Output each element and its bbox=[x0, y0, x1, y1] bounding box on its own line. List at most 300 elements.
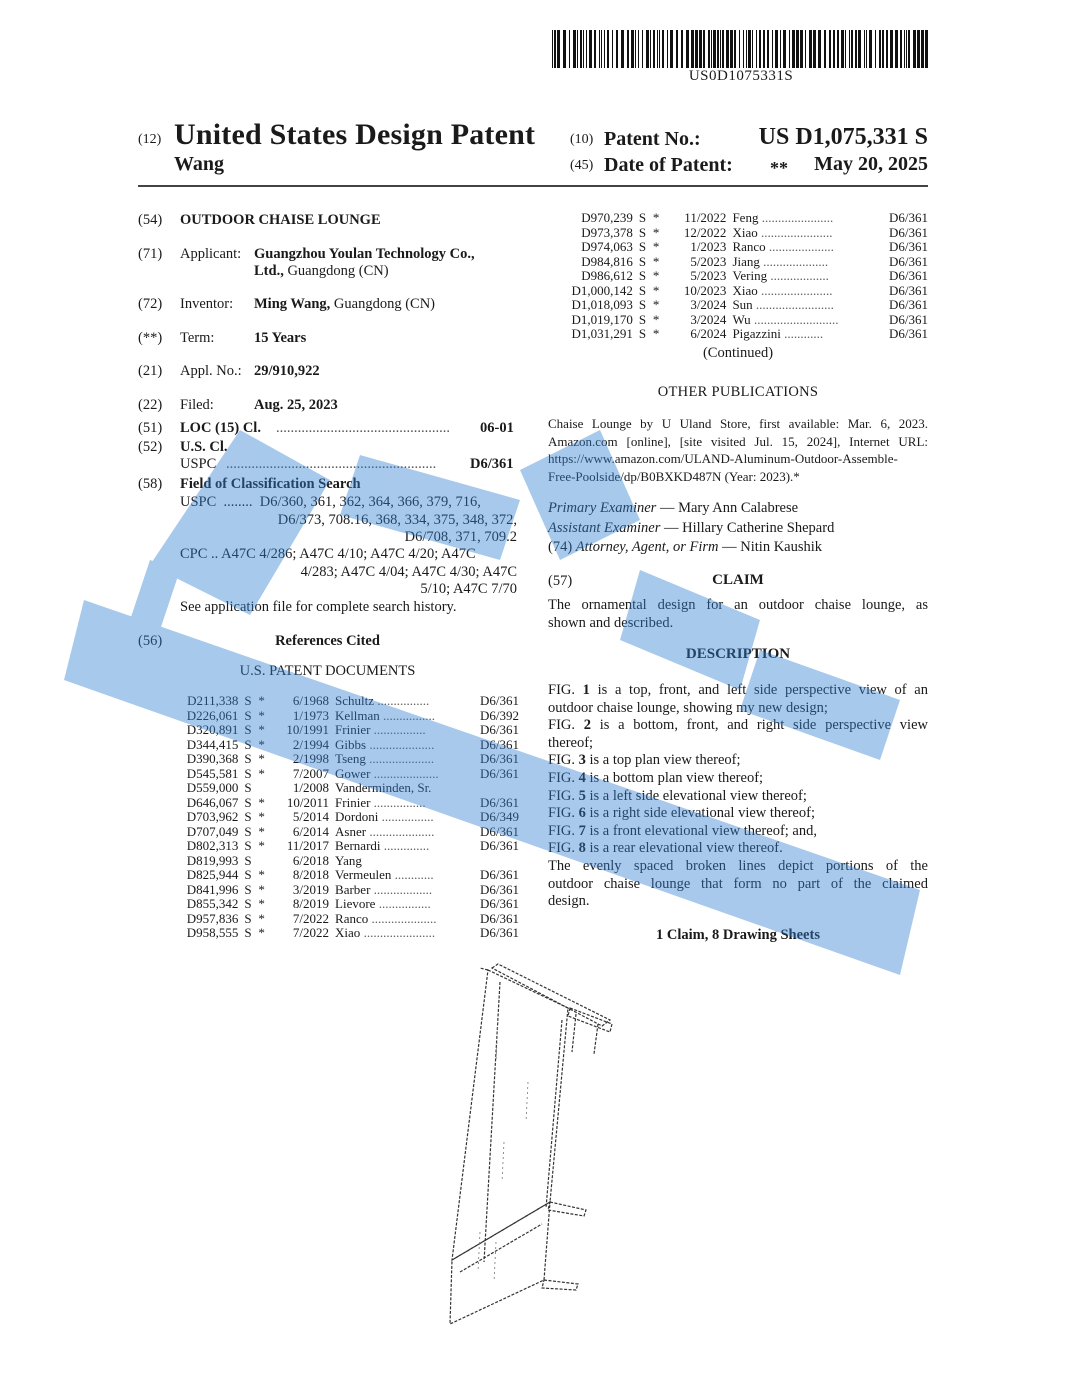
leader-dots: .......................... bbox=[750, 312, 839, 327]
ref-star: * bbox=[652, 239, 660, 254]
references-cited-heading: References Cited bbox=[275, 633, 380, 649]
leader-dots: .................... bbox=[370, 766, 439, 781]
ref-name: Ranco .................... bbox=[335, 911, 437, 926]
ref-name: Vering .................. bbox=[732, 269, 829, 283]
ref-kind: S bbox=[244, 838, 252, 853]
field-56-code: (56) bbox=[138, 633, 163, 649]
ref-star: * bbox=[258, 751, 265, 766]
barcode-bar bbox=[589, 30, 592, 68]
ref-name: Jiang .................... bbox=[732, 254, 829, 269]
ref-date: 6/2014 bbox=[292, 823, 330, 839]
figure-number: 6 bbox=[578, 805, 586, 822]
figure-number: 5 bbox=[578, 787, 586, 804]
barcode-bar bbox=[583, 30, 584, 68]
barcode-bar bbox=[743, 30, 744, 68]
barcode-bar bbox=[900, 30, 902, 68]
barcode-bar bbox=[653, 30, 655, 68]
barcode-bar bbox=[789, 30, 790, 68]
ref-number: D802,313 bbox=[186, 838, 239, 853]
ref-number: D1,018,093 bbox=[571, 297, 633, 312]
ref-star: * bbox=[652, 311, 660, 327]
barcode-bar bbox=[824, 30, 826, 68]
figure-number: 8 bbox=[578, 840, 586, 857]
header-divider bbox=[138, 185, 928, 187]
uspc-value: D6/361 bbox=[470, 456, 514, 472]
barcode-bar bbox=[713, 30, 716, 68]
barcode-bar bbox=[646, 30, 649, 68]
reference-row bbox=[548, 284, 928, 299]
reference-row bbox=[170, 723, 519, 738]
barcode-bar bbox=[904, 30, 905, 68]
figure-number: 3 bbox=[578, 752, 586, 769]
ref-star: * bbox=[258, 809, 265, 824]
search-line-1: USPC ........ D6/360, 361, 362, 364, 366, 379, 716, bbox=[180, 494, 481, 510]
ref-kind: S bbox=[638, 326, 647, 341]
ref-number: D226,061 bbox=[186, 707, 239, 723]
ref-kind: S bbox=[244, 823, 252, 839]
ref-date: 7/2022 bbox=[292, 925, 330, 940]
ref-number: D984,816 bbox=[581, 253, 633, 269]
inventor-label: Inventor: bbox=[180, 296, 234, 312]
leader-dots: ........................ bbox=[752, 298, 834, 312]
barcode-bar bbox=[695, 30, 698, 68]
barcode-bar bbox=[627, 30, 629, 68]
leader-dots: ............ bbox=[780, 327, 824, 341]
ref-date: 11/2022 bbox=[684, 210, 727, 225]
ref-date: 10/2023 bbox=[683, 282, 727, 298]
ref-date: 5/2023 bbox=[690, 268, 727, 283]
ref-star: * bbox=[258, 693, 265, 708]
barcode-bar bbox=[711, 30, 712, 68]
barcode-bar bbox=[681, 30, 683, 68]
pub-line-3: https://www.amazon.com/ULAND-Aluminum-Outdoor-Assemble- bbox=[548, 451, 898, 466]
ref-star: * bbox=[258, 765, 265, 781]
ref-kind: S bbox=[244, 925, 252, 940]
ref-class bbox=[469, 781, 519, 796]
reference-row bbox=[170, 752, 519, 767]
uspc-label: USPC bbox=[180, 456, 217, 472]
ref-name: Vanderminden, Sr. bbox=[335, 781, 432, 795]
inventor-name: Ming Wang, bbox=[254, 296, 331, 312]
reference-row bbox=[170, 810, 519, 825]
barcode-bar bbox=[734, 30, 736, 68]
reference-row bbox=[548, 327, 928, 342]
barcode-bar bbox=[796, 30, 799, 68]
ref-star: * bbox=[258, 925, 265, 940]
ref-class: D6/361 bbox=[480, 925, 519, 940]
barcode-bar bbox=[841, 30, 844, 68]
barcode-bar bbox=[792, 30, 795, 68]
pub-line-2: Amazon.com [online], [site visited Jul. 15, 2024], Internet URL: bbox=[548, 433, 928, 449]
ref-class: D6/361 bbox=[889, 268, 928, 283]
leader-dots: .................... bbox=[366, 824, 435, 839]
ref-star: * bbox=[258, 823, 265, 839]
barcode-bar bbox=[855, 30, 857, 68]
ref-class: D6/361 bbox=[889, 239, 928, 254]
ref-star: * bbox=[258, 910, 265, 926]
ref-class: D6/361 bbox=[480, 910, 519, 926]
ref-class: D6/361 bbox=[480, 838, 519, 853]
ref-number: D1,000,142 bbox=[571, 282, 633, 298]
reference-row bbox=[548, 211, 928, 226]
description-line: design. bbox=[548, 893, 590, 910]
assistant-examiner-name: — Hillary Catherine Shepard bbox=[660, 520, 835, 536]
filed-value: Aug. 25, 2023 bbox=[254, 397, 338, 413]
description-heading: DESCRIPTION bbox=[685, 646, 791, 662]
primary-examiner bbox=[548, 500, 798, 517]
ref-date: 8/2019 bbox=[292, 896, 330, 911]
attorney-name: — Nitin Kaushik bbox=[718, 539, 823, 555]
barcode-bar bbox=[670, 30, 673, 68]
ref-star: * bbox=[258, 707, 265, 723]
ref-name: Frinier ................ bbox=[335, 795, 426, 810]
barcode-bar bbox=[925, 30, 928, 68]
barcode-bar bbox=[577, 30, 578, 68]
description-line: FIG. 7 is a front elevational view thereof; and, bbox=[548, 822, 817, 839]
ref-name: Schultz ................ bbox=[335, 694, 430, 708]
term-value: 15 Years bbox=[254, 330, 307, 346]
leader-dots: .................. bbox=[767, 269, 829, 283]
ref-kind: S bbox=[638, 224, 647, 240]
ref-star: * bbox=[258, 838, 265, 853]
ref-number: D390,368 bbox=[186, 751, 239, 766]
ref-name: Asner .................... bbox=[335, 824, 435, 839]
claim-line-1: The ornamental design for an outdoor chaise lounge, as bbox=[548, 597, 928, 613]
ref-name: Yang bbox=[335, 853, 362, 868]
reference-row bbox=[170, 926, 519, 941]
doc-kind-code: (12) bbox=[138, 132, 162, 147]
barcode-bar bbox=[604, 30, 605, 68]
barcode-bar bbox=[837, 30, 839, 68]
references-table-right bbox=[548, 211, 928, 342]
ref-name: Xiao ...................... bbox=[732, 283, 833, 298]
barcode-bar bbox=[730, 30, 733, 68]
reference-row bbox=[548, 269, 928, 284]
ref-number: D703,962 bbox=[186, 809, 239, 824]
appl-no-label: Appl. No.: bbox=[180, 363, 242, 379]
ref-class: D6/361 bbox=[889, 224, 928, 240]
barcode-bar bbox=[746, 30, 747, 68]
figure-number: 4 bbox=[578, 769, 586, 786]
loc-class-value: 06-01 bbox=[480, 420, 514, 436]
ref-number: D973,378 bbox=[581, 224, 633, 240]
leader-dots: ................ bbox=[374, 694, 430, 708]
ref-class: D6/361 bbox=[889, 210, 928, 225]
date-code: (45) bbox=[570, 158, 594, 173]
barcode-bar bbox=[599, 30, 600, 68]
leader-dots: .................. bbox=[370, 882, 433, 897]
ref-kind: S bbox=[244, 896, 252, 911]
ref-date: 7/2022 bbox=[292, 910, 330, 926]
ref-class: D6/361 bbox=[889, 253, 928, 269]
patent-no-label: Patent No.: bbox=[604, 128, 701, 150]
description-text bbox=[548, 682, 928, 911]
barcode-bar bbox=[813, 30, 816, 68]
description-line: outdoor chaise lounge that form no part of the claimed bbox=[548, 875, 928, 892]
ref-star bbox=[258, 781, 272, 796]
barcode-bar bbox=[818, 30, 821, 68]
ref-date: 3/2024 bbox=[690, 311, 727, 327]
reference-row bbox=[170, 883, 519, 898]
ref-name: Bernardi .............. bbox=[335, 839, 430, 853]
ref-date: 1/1973 bbox=[292, 707, 330, 723]
ref-class: D6/361 bbox=[480, 751, 519, 766]
applicant-name-1: Guangzhou Youlan Technology Co., bbox=[254, 246, 475, 262]
us-class-label: U.S. Cl. bbox=[180, 439, 228, 455]
ref-number: D958,555 bbox=[186, 925, 239, 940]
ref-date: 10/1991 bbox=[286, 722, 330, 737]
reference-row bbox=[170, 709, 519, 724]
ref-date: 3/2024 bbox=[690, 297, 727, 312]
ref-number: D320,891 bbox=[186, 722, 239, 737]
barcode-bar bbox=[580, 30, 582, 68]
barcode-bar bbox=[913, 30, 916, 68]
reference-row bbox=[170, 825, 519, 840]
ref-kind: S bbox=[638, 239, 647, 254]
ref-kind: S bbox=[638, 297, 647, 312]
applicant-name-2-bold: Ltd., bbox=[254, 263, 284, 279]
uspc-dots: .......................................................... bbox=[226, 456, 437, 472]
barcode-bar bbox=[667, 30, 668, 68]
ref-class: D6/361 bbox=[889, 326, 928, 341]
ref-star: * bbox=[258, 896, 265, 911]
barcode-bar bbox=[882, 30, 884, 68]
leader-dots: .................... bbox=[365, 752, 435, 766]
ref-date: 2/1998 bbox=[292, 751, 330, 766]
field-71-code: (71) bbox=[138, 246, 163, 262]
description-line: FIG. 4 is a bottom plan view thereof; bbox=[548, 769, 764, 786]
barcode-bar bbox=[809, 30, 812, 68]
ref-class: D6/361 bbox=[889, 297, 928, 312]
barcode-bar bbox=[748, 30, 751, 68]
reference-row bbox=[548, 313, 928, 328]
barcode-bar bbox=[908, 30, 910, 68]
barcode bbox=[552, 30, 930, 68]
search-line-2: D6/373, 708.16, 368, 334, 375, 348, 372, bbox=[277, 512, 517, 528]
reference-row bbox=[170, 868, 519, 883]
ref-number: D855,342 bbox=[186, 896, 239, 911]
barcode-bar bbox=[726, 30, 729, 68]
ref-class: D6/361 bbox=[480, 693, 519, 708]
ref-date: 1/2008 bbox=[292, 780, 330, 795]
barcode-bar bbox=[829, 30, 831, 68]
figure-number: 2 bbox=[583, 717, 591, 734]
barcode-bar bbox=[554, 30, 556, 68]
barcode-bar bbox=[851, 30, 853, 68]
description-line: thereof; bbox=[548, 734, 594, 751]
ref-class: D6/361 bbox=[480, 867, 519, 882]
ref-kind: S bbox=[244, 707, 252, 723]
ref-name: Wu .......................... bbox=[732, 312, 839, 327]
inventor-location: Guangdong (CN) bbox=[330, 296, 435, 312]
ref-name: Barber .................. bbox=[335, 882, 433, 897]
barcode-bar bbox=[586, 30, 587, 68]
description-line: The evenly spaced broken lines depict portions of the bbox=[548, 857, 928, 874]
field-22-code: (22) bbox=[138, 397, 163, 413]
barcode-bar bbox=[805, 30, 806, 68]
ref-class: D6/361 bbox=[480, 823, 519, 839]
ref-number: D545,581 bbox=[186, 765, 239, 781]
ref-star: * bbox=[652, 268, 660, 283]
barcode-bar bbox=[552, 30, 553, 68]
barcode-bar bbox=[767, 30, 769, 68]
leader-dots: .................... bbox=[759, 254, 829, 269]
ref-kind: S bbox=[244, 881, 252, 897]
ref-class: D6/361 bbox=[480, 736, 519, 752]
barcode-bar bbox=[686, 30, 689, 68]
reference-row bbox=[170, 781, 519, 796]
ref-number: D970,239 bbox=[581, 210, 633, 225]
ref-kind: S bbox=[244, 910, 252, 926]
ref-number: D344,415 bbox=[186, 736, 239, 752]
assistant-examiner-label: Assistant Examiner bbox=[548, 520, 661, 536]
barcode-bar bbox=[772, 30, 773, 68]
ref-kind: S bbox=[244, 736, 252, 752]
barcode-bar bbox=[917, 30, 920, 68]
barcode-bar bbox=[890, 30, 893, 68]
ref-name: Feng ...................... bbox=[732, 211, 834, 225]
ref-number: D825,944 bbox=[186, 867, 239, 882]
attorney-code: (74) bbox=[548, 539, 573, 555]
ref-number: D986,612 bbox=[581, 268, 633, 283]
barcode-bar bbox=[895, 30, 898, 68]
ref-number: D957,836 bbox=[186, 910, 239, 926]
barcode-bar bbox=[708, 30, 710, 68]
description-line: FIG. 8 is a rear elevational view thereof. bbox=[548, 840, 783, 857]
ref-kind: S bbox=[638, 210, 647, 225]
ref-name: Xiao ...................... bbox=[335, 926, 436, 940]
barcode-bar bbox=[879, 30, 881, 68]
figure-number: 1 bbox=[582, 682, 590, 698]
leader-dots: .................... bbox=[368, 911, 437, 926]
leader-dots: ............ bbox=[391, 868, 434, 882]
ref-star bbox=[258, 854, 272, 869]
reference-row bbox=[548, 240, 928, 255]
barcode-bar bbox=[642, 30, 643, 68]
ref-kind: S bbox=[244, 867, 252, 882]
ref-number: D974,063 bbox=[581, 239, 633, 254]
reference-row bbox=[548, 298, 928, 313]
date-stars: ** bbox=[770, 158, 788, 178]
barcode-bar bbox=[659, 30, 660, 68]
barcode-bar bbox=[635, 30, 636, 68]
chaise-lounge-drawing bbox=[440, 962, 640, 1334]
ref-star: * bbox=[258, 722, 265, 737]
barcode-bar bbox=[601, 30, 602, 68]
ref-star: * bbox=[258, 736, 265, 752]
reference-row bbox=[170, 897, 519, 912]
barcode-bar bbox=[717, 30, 719, 68]
date-label: Date of Patent: bbox=[604, 154, 733, 176]
barcode-bar bbox=[864, 30, 865, 68]
field-52-code: (52) bbox=[138, 439, 163, 455]
ref-name: Lievore ................ bbox=[335, 897, 431, 911]
barcode-bar bbox=[921, 30, 924, 68]
claim-code: (57) bbox=[548, 573, 573, 589]
search-line-6: 5/10; A47C 7/70 bbox=[420, 581, 517, 597]
field-21-code: (21) bbox=[138, 363, 163, 379]
figure-number: 7 bbox=[578, 822, 586, 839]
inventor-surname: Wang bbox=[174, 153, 225, 175]
ref-number: D819,993 bbox=[186, 852, 239, 868]
patent-number: US D1,075,331 S bbox=[758, 124, 928, 150]
leader-dots: .................... bbox=[765, 240, 834, 254]
leader-dots: ................ bbox=[370, 795, 426, 810]
ref-kind: S bbox=[638, 253, 647, 269]
barcode-bar bbox=[676, 30, 678, 68]
ref-class: D6/392 bbox=[480, 707, 519, 723]
ref-star: * bbox=[652, 210, 660, 225]
description-line: FIG. 5 is a left side elevational view thereof; bbox=[548, 787, 807, 804]
barcode-bar bbox=[800, 30, 803, 68]
term-label: Term: bbox=[180, 330, 215, 346]
description-line: FIG. 2 is a bottom, front, and right side perspective view bbox=[548, 717, 928, 734]
inventor-value bbox=[254, 296, 435, 313]
barcode-bar bbox=[869, 30, 872, 68]
field-72-code: (72) bbox=[138, 296, 163, 312]
barcode-bar bbox=[849, 30, 850, 68]
ref-date: 1/2023 bbox=[690, 239, 727, 254]
field-54-code: (54) bbox=[138, 212, 163, 228]
ref-name: Frinier ................ bbox=[335, 723, 426, 737]
ref-number: D646,067 bbox=[186, 794, 239, 810]
primary-examiner-name: — Mary Ann Calabrese bbox=[656, 500, 799, 516]
ref-kind: S bbox=[244, 780, 252, 795]
barcode-bar bbox=[780, 30, 781, 68]
ref-star: * bbox=[652, 282, 660, 298]
ref-name: Gower .................... bbox=[335, 766, 439, 781]
ref-name: Ranco .................... bbox=[732, 240, 834, 254]
ref-kind: S bbox=[244, 765, 252, 781]
claim-text bbox=[548, 597, 928, 632]
ref-class: D6/361 bbox=[480, 881, 519, 897]
leader-dots: ...................... bbox=[757, 225, 833, 240]
ref-date: 5/2023 bbox=[690, 253, 727, 269]
search-line-4: CPC .. A47C 4/286; A47C 4/10; A47C 4/20; A47C bbox=[180, 546, 476, 562]
reference-row bbox=[170, 796, 519, 811]
leader-dots: ................ bbox=[370, 723, 426, 737]
reference-row bbox=[170, 912, 519, 927]
barcode-bar bbox=[563, 30, 566, 68]
filed-label: Filed: bbox=[180, 397, 214, 413]
ref-star: * bbox=[652, 224, 660, 240]
barcode-bar bbox=[886, 30, 888, 68]
other-publications-heading: OTHER PUBLICATIONS bbox=[657, 384, 819, 400]
barcode-bar bbox=[703, 30, 705, 68]
barcode-bar bbox=[607, 30, 609, 68]
barcode-bar bbox=[833, 30, 835, 68]
barcode-bar bbox=[875, 30, 876, 68]
barcode-bar bbox=[569, 30, 570, 68]
barcode-bar bbox=[650, 30, 651, 68]
barcode-bar bbox=[739, 30, 740, 68]
barcode-bar bbox=[763, 30, 765, 68]
ref-kind: S bbox=[638, 282, 647, 298]
ref-number: D1,031,291 bbox=[571, 326, 633, 341]
applicant-location: Guangdong (CN) bbox=[283, 263, 389, 279]
ref-class: D6/361 bbox=[480, 896, 519, 911]
loc-class-label: LOC (15) Cl. bbox=[180, 420, 261, 436]
barcode-number: US0D1075331S bbox=[688, 68, 794, 84]
ref-date: 8/2018 bbox=[292, 867, 330, 882]
ref-class: D6/361 bbox=[480, 722, 519, 737]
search-line-5: 4/283; A47C 4/04; A47C 4/30; A47C bbox=[300, 564, 517, 580]
us-patent-documents-heading: U.S. PATENT DOCUMENTS bbox=[239, 663, 416, 679]
ref-class: D6/361 bbox=[480, 794, 519, 810]
references-table-left bbox=[170, 694, 519, 941]
ref-date: 11/2017 bbox=[286, 838, 330, 853]
ref-number: D707,049 bbox=[186, 823, 239, 839]
